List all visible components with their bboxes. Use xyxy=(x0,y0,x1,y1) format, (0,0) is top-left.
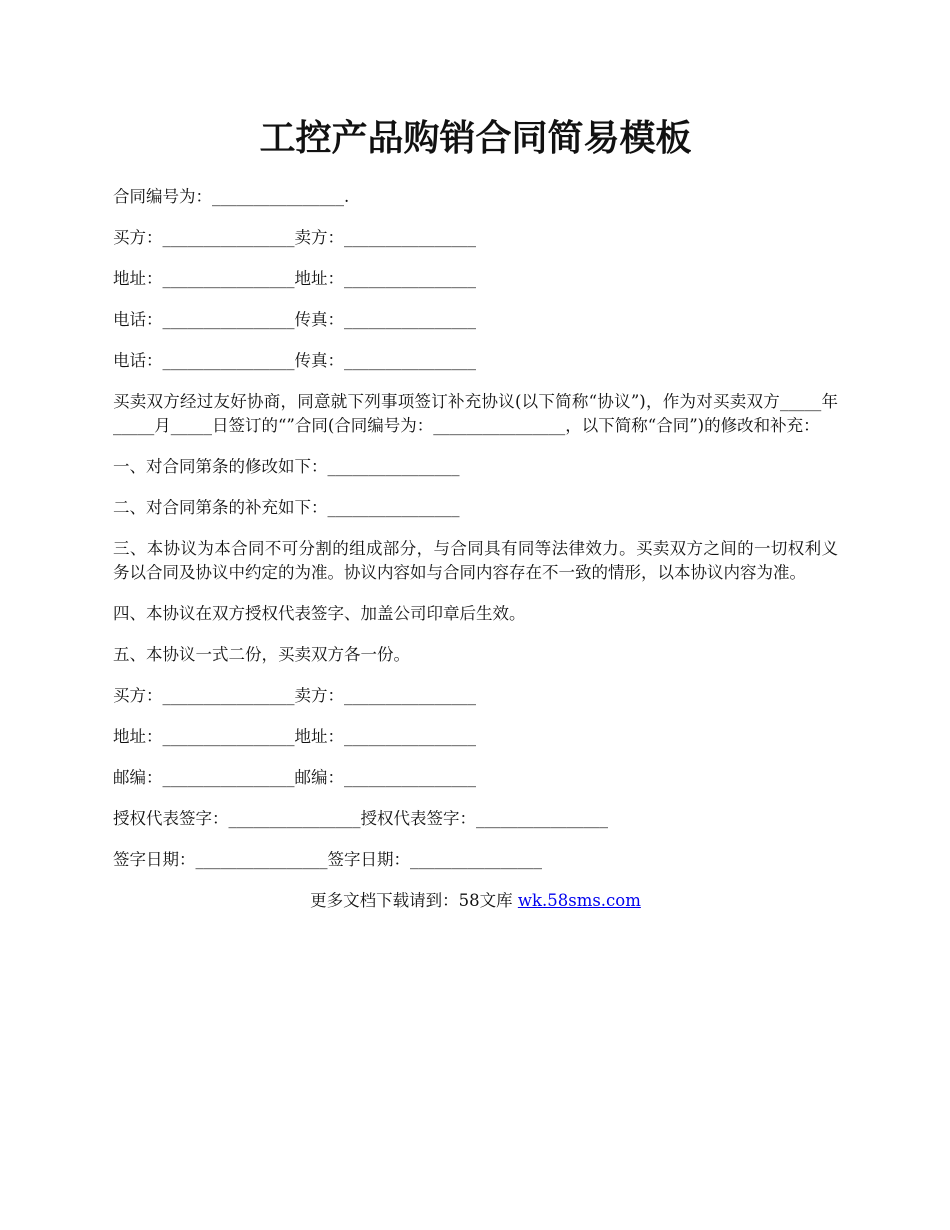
footer-prefix: 更多文档下载请到：58文库 xyxy=(310,891,513,910)
clause-five: 五、本协议一式二份，买卖双方各一份。 xyxy=(113,645,410,664)
clause-three: 三、本协议为本合同不可分割的组成部分，与合同具有同等法律效力。买卖双方之间的一切权利义务以合同及协议中约定的为准。协议内容如与合同内容存在不一致的情形，以本协议内容为准。 xyxy=(113,539,838,582)
postcode-line: 邮编：________________邮编：________________ xyxy=(113,768,476,787)
authorized-signature-line: 授权代表签字：________________授权代表签字：________________ xyxy=(113,809,608,828)
buyer-seller-signature-line: 买方：________________卖方：________________ xyxy=(113,686,476,705)
signing-date-line: 签字日期：________________签字日期：________________ xyxy=(113,850,542,869)
contract-number-line: 合同编号为：________________. xyxy=(113,187,350,206)
address-signature-line: 地址：________________地址：________________ xyxy=(113,727,476,746)
footer-link[interactable]: wk.58sms.com xyxy=(517,891,641,910)
document-title: 工控产品购销合同简易模板 xyxy=(259,117,692,159)
clause-two: 二、对合同第条的补充如下：________________ xyxy=(113,498,460,517)
clause-four: 四、本协议在双方授权代表签字、加盖公司印章后生效。 xyxy=(113,604,526,623)
phone-fax-line: 电话：________________传真：________________ xyxy=(113,310,476,329)
footer-download-note xyxy=(113,889,838,913)
intro-paragraph: 买卖双方经过友好协商，同意就下列事项签订补充协议(以下简称“协议”)，作为对买卖双方_____年_____月_____日签订的“”合同(合同编号为：________________，以下简称“合同”)的修改和补充： xyxy=(113,392,838,435)
address-line: 地址：________________地址：________________ xyxy=(113,269,476,288)
phone-fax-line-2: 电话：________________传真：________________ xyxy=(113,351,476,370)
buyer-seller-line: 买方：________________卖方：________________ xyxy=(113,228,476,247)
clause-one: 一、对合同第条的修改如下：________________ xyxy=(113,457,460,476)
